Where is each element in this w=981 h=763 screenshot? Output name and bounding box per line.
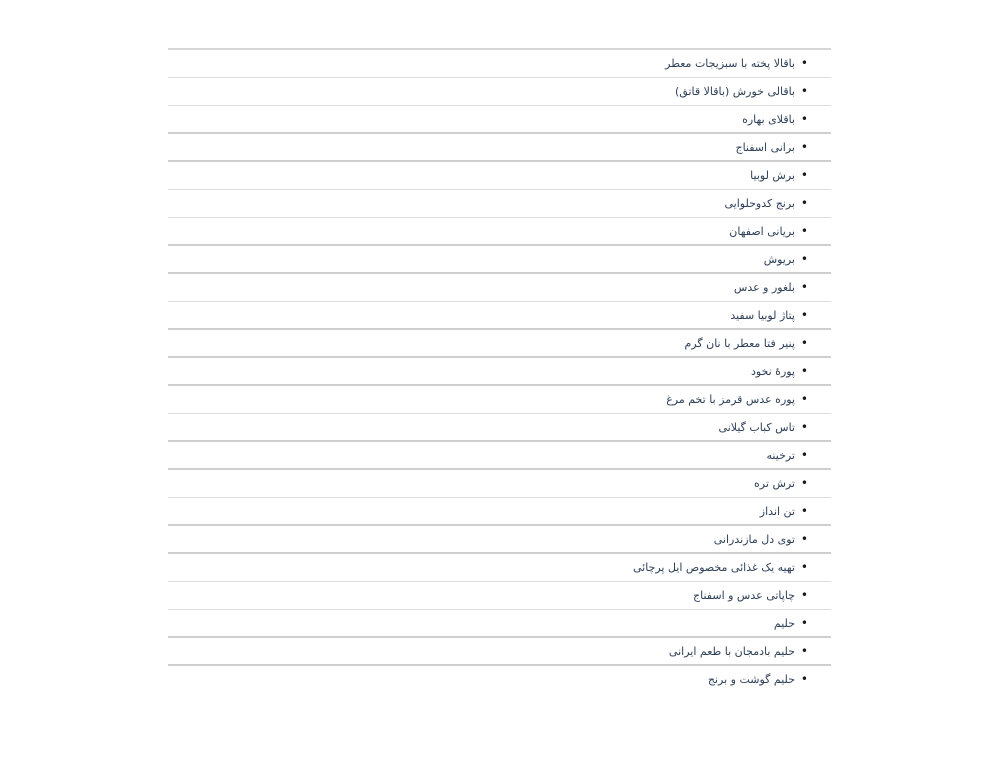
recipe-link[interactable]: بلغور و عدس	[733, 281, 795, 294]
recipe-link[interactable]: تهیه یک غذائی مخصوص ایل پرچائی	[632, 561, 795, 574]
recipe-link[interactable]: پورهٔ نخود	[750, 365, 795, 378]
recipe-link[interactable]: باقالی خورش (باقالا قاتق)	[675, 85, 795, 98]
list-item	[168, 246, 831, 274]
recipe-link[interactable]: ترخینه	[766, 449, 795, 462]
list-item	[168, 302, 831, 330]
bullet-icon: •	[800, 84, 808, 98]
recipe-link[interactable]: حلیم گوشت و برنج	[707, 673, 795, 686]
list-item	[168, 414, 831, 442]
list-item	[168, 526, 831, 554]
list-item	[168, 386, 831, 414]
bullet-icon: •	[800, 336, 808, 350]
recipe-link[interactable]: بریانی اصفهان	[729, 225, 795, 238]
list-item	[168, 666, 831, 693]
recipe-link[interactable]: حلیم بادمجان با طعم ایرانی	[668, 645, 795, 658]
recipe-link[interactable]: توی دل مازندرانی	[713, 533, 795, 546]
bullet-icon: •	[800, 392, 808, 406]
bullet-icon: •	[800, 476, 808, 490]
recipe-link[interactable]: پتاژ لوبیا سفید	[730, 309, 795, 322]
bullet-icon: •	[800, 616, 808, 630]
bullet-icon: •	[800, 56, 808, 70]
bullet-icon: •	[800, 280, 808, 294]
bullet-icon: •	[800, 224, 808, 238]
list-item	[168, 106, 831, 134]
list-item	[168, 554, 831, 582]
recipe-link[interactable]: تاس کباب گیلانی	[718, 421, 795, 434]
bullet-icon: •	[800, 364, 808, 378]
recipe-link[interactable]: بریوش	[763, 253, 795, 266]
list-item	[168, 162, 831, 190]
list-item	[168, 582, 831, 610]
list-item	[168, 274, 831, 302]
list-item	[168, 610, 831, 638]
bullet-icon: •	[800, 308, 808, 322]
recipe-link[interactable]: برنج کدوحلوایی	[724, 197, 795, 210]
bullet-icon: •	[800, 504, 808, 518]
list-item	[168, 190, 831, 218]
recipe-link[interactable]: چاپاتی عدس و اسفناج	[693, 589, 795, 602]
list-item	[168, 78, 831, 106]
list-item	[168, 470, 831, 498]
recipe-link[interactable]: پنیر فتا معطر با نان گرم	[684, 337, 795, 350]
list-item	[168, 358, 831, 386]
recipe-link[interactable]: پوره عدس قرمز با تخم مرغ	[666, 393, 795, 406]
recipe-list	[168, 48, 831, 693]
recipe-link[interactable]: برانی اسفناج	[735, 141, 795, 154]
bullet-icon: •	[800, 112, 808, 126]
recipe-link[interactable]: ترش تره	[754, 477, 795, 490]
recipe-link[interactable]: برش لوبیا	[750, 169, 795, 182]
recipe-link[interactable]: تن انداز	[759, 505, 795, 518]
bullet-icon: •	[800, 196, 808, 210]
list-item	[168, 638, 831, 666]
recipe-link[interactable]: حلیم	[773, 617, 795, 630]
bullet-icon: •	[800, 168, 808, 182]
bullet-icon: •	[800, 588, 808, 602]
list-item	[168, 330, 831, 358]
bullet-icon: •	[800, 644, 808, 658]
bullet-icon: •	[800, 560, 808, 574]
bullet-icon: •	[800, 420, 808, 434]
list-item	[168, 134, 831, 162]
bullet-icon: •	[800, 532, 808, 546]
list-item	[168, 50, 831, 78]
list-item	[168, 442, 831, 470]
bullet-icon: •	[800, 140, 808, 154]
bullet-icon: •	[800, 672, 808, 686]
recipe-link[interactable]: باقلای بهاره	[742, 113, 795, 126]
list-item	[168, 498, 831, 526]
recipe-link[interactable]: باقالا پخته با سبزیجات معطر	[665, 57, 795, 70]
list-item	[168, 218, 831, 246]
bullet-icon: •	[800, 252, 808, 266]
bullet-icon: •	[800, 448, 808, 462]
